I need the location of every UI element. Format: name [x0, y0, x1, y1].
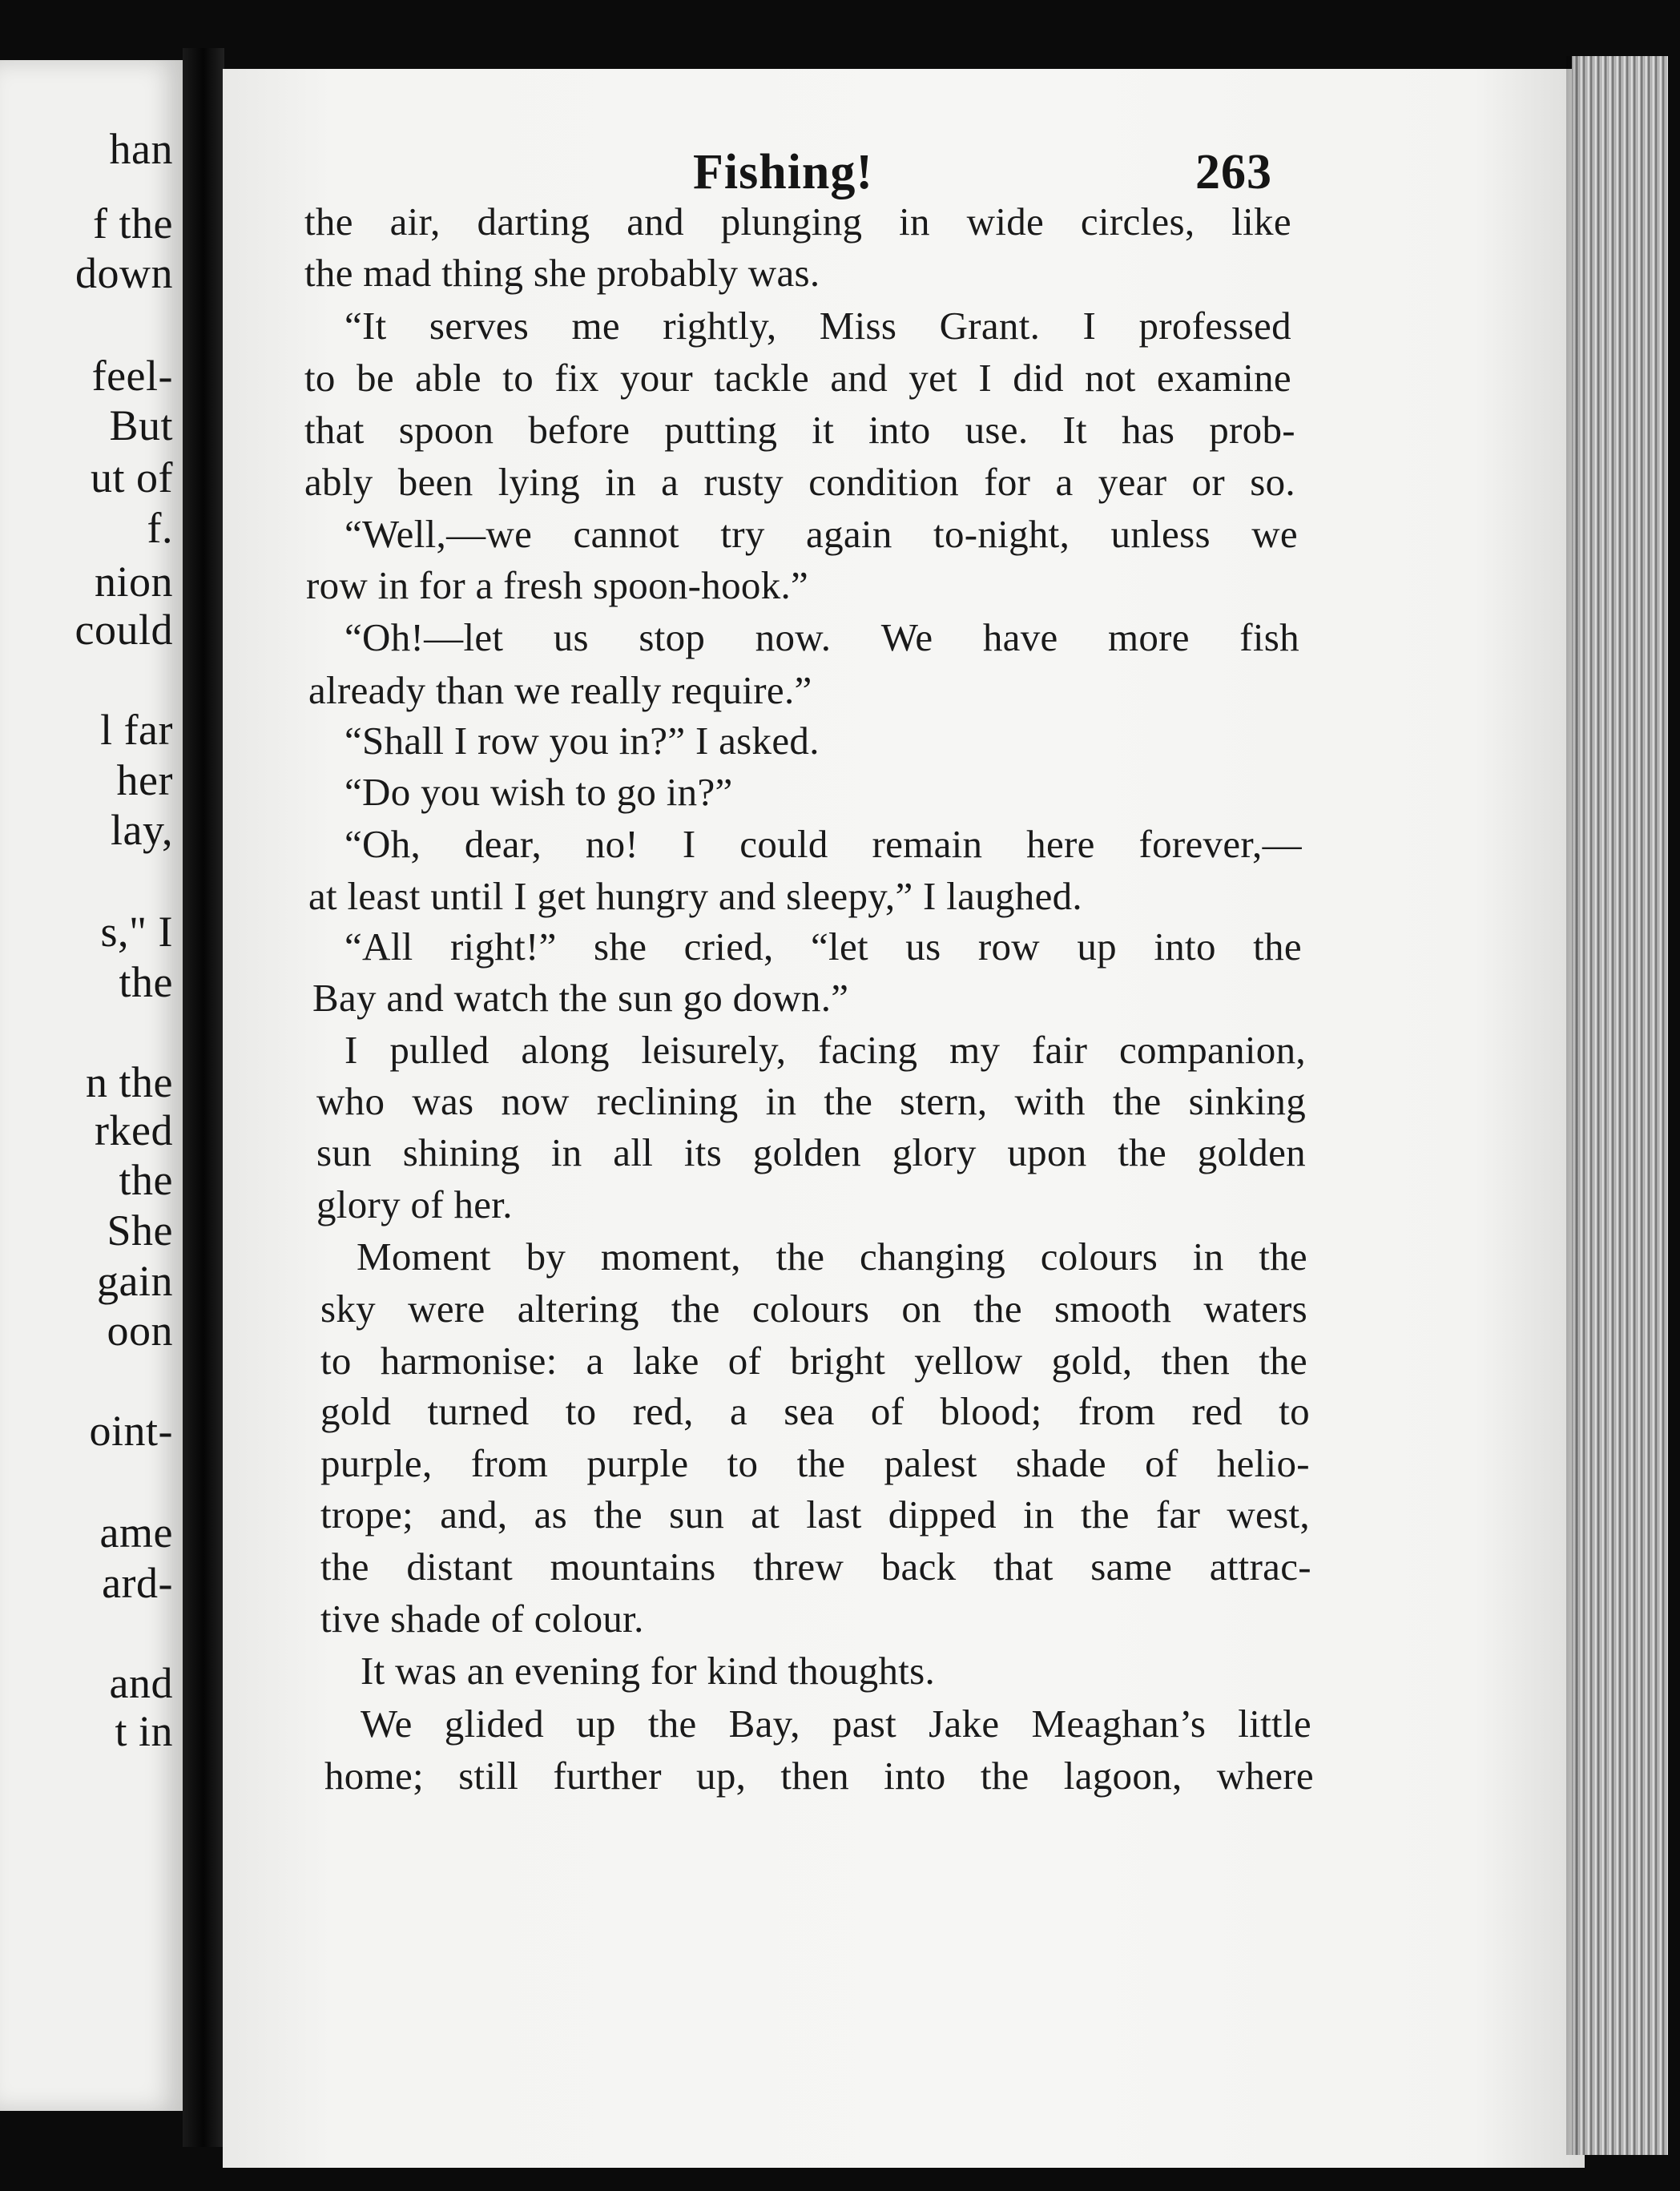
word: where: [1216, 1754, 1314, 1798]
left-page-line: t in: [115, 1707, 173, 1755]
word: fair: [1032, 1028, 1088, 1072]
word: the: [671, 1287, 720, 1331]
word: again: [806, 512, 892, 556]
word: stern,: [900, 1079, 988, 1123]
left-page-line: feel-: [91, 352, 173, 400]
word: no!: [585, 822, 639, 866]
word: was: [412, 1079, 474, 1123]
left-page-line: down: [75, 249, 173, 297]
word: leisurely,: [641, 1028, 787, 1072]
book-gutter: [183, 48, 224, 2147]
word: from: [1078, 1389, 1156, 1433]
word: it: [812, 408, 835, 452]
word: were: [408, 1287, 485, 1331]
word: last: [806, 1492, 862, 1537]
word: I: [344, 1028, 358, 1072]
word: It: [1062, 408, 1087, 452]
word: in: [765, 1079, 797, 1123]
word: in: [605, 460, 636, 504]
text-line: [324, 1753, 1314, 1798]
word: still: [458, 1754, 519, 1798]
word: reclining: [596, 1079, 739, 1123]
word: I: [1082, 304, 1097, 348]
word: cannot: [573, 512, 679, 556]
word: then: [780, 1754, 849, 1798]
word: golden: [752, 1130, 861, 1174]
word: of: [727, 1339, 762, 1383]
left-page-line: s," I: [100, 908, 173, 956]
word: us: [553, 615, 589, 659]
word: distant: [406, 1545, 514, 1589]
word: not: [1085, 356, 1136, 400]
left-page-line: But: [109, 401, 173, 449]
word: use.: [965, 408, 1029, 452]
word: a: [1055, 460, 1074, 504]
word: on: [901, 1287, 941, 1331]
word: “All: [344, 924, 413, 969]
word: golden: [1197, 1130, 1306, 1174]
word: same: [1090, 1545, 1173, 1589]
page-number: 263: [1195, 145, 1272, 199]
word: the: [776, 1234, 825, 1279]
word: up: [1077, 924, 1117, 969]
word: prob-: [1209, 408, 1295, 452]
word: condition: [808, 460, 959, 504]
word: the: [1080, 1492, 1130, 1537]
word: gold,: [1051, 1339, 1133, 1383]
left-page-line: han: [109, 125, 173, 173]
text-line: glory of her.: [316, 1182, 513, 1226]
word: sinking: [1188, 1079, 1306, 1123]
word: altering: [517, 1287, 639, 1331]
word: I: [682, 822, 696, 866]
left-page-line: l far: [100, 706, 173, 754]
word: row: [977, 924, 1040, 969]
left-page-line: her: [116, 756, 173, 804]
word: us: [905, 924, 941, 969]
word: Miss: [819, 304, 897, 348]
text-line: Bay and watch the sun go down.”: [312, 976, 849, 1020]
word: the: [1259, 1234, 1307, 1279]
left-page-line: the: [119, 958, 173, 1006]
text-line: [344, 924, 1302, 969]
word: shining: [402, 1130, 521, 1174]
word: into: [868, 408, 931, 452]
word: facing: [818, 1028, 918, 1072]
word: rightly,: [663, 304, 777, 348]
left-page-line: oon: [107, 1307, 173, 1355]
word: yellow: [914, 1339, 1023, 1383]
word: helio-: [1216, 1441, 1310, 1485]
left-page-line: the: [119, 1156, 173, 1204]
word: trope;: [320, 1492, 414, 1537]
text-line: at least until I get hungry and sleepy,” I laughed.: [308, 874, 1082, 918]
word: the: [1112, 1079, 1162, 1123]
word: in: [1192, 1234, 1224, 1279]
word: tackle: [714, 356, 810, 400]
word: blood;: [940, 1389, 1042, 1433]
word: and: [830, 356, 888, 400]
word: of: [1145, 1441, 1178, 1485]
word: examine: [1156, 356, 1291, 400]
word: purple: [586, 1441, 689, 1485]
word: now: [501, 1079, 570, 1123]
left-page-line: n the: [86, 1058, 173, 1106]
word: sun: [669, 1492, 725, 1537]
word: to: [304, 356, 336, 400]
word: home;: [324, 1754, 424, 1798]
word: purple,: [320, 1441, 433, 1485]
word: serves: [429, 304, 530, 348]
text-line: tive shade of colour.: [320, 1597, 644, 1641]
word: back: [880, 1545, 957, 1589]
word: sky: [320, 1287, 376, 1331]
word: upon: [1007, 1130, 1087, 1174]
word: “Well,—we: [344, 512, 533, 556]
word: your: [619, 356, 693, 400]
word: threw: [753, 1545, 844, 1589]
word: up,: [696, 1754, 747, 1798]
word: to-night,: [933, 512, 1070, 556]
word: right!”: [449, 924, 557, 969]
word: Bay,: [728, 1702, 800, 1746]
word: cried,: [683, 924, 774, 969]
word: colours: [751, 1287, 870, 1331]
word: me: [571, 304, 620, 348]
word: dipped: [888, 1492, 997, 1537]
text-line: [320, 1388, 1310, 1434]
text-line: “Shall I row you in?” I asked.: [344, 719, 820, 763]
word: sun: [316, 1130, 372, 1174]
word: the: [647, 1702, 697, 1746]
word: along: [521, 1028, 610, 1072]
word: the: [304, 199, 353, 244]
word: gold: [320, 1389, 392, 1433]
word: lagoon,: [1063, 1754, 1182, 1798]
word: the: [796, 1441, 846, 1485]
word: mountains: [550, 1545, 716, 1589]
word: little: [1238, 1702, 1311, 1746]
word: shade: [1015, 1441, 1106, 1485]
fore-edge-shadow: [1566, 56, 1582, 2155]
word: here: [1026, 822, 1095, 866]
page-fore-edge: [1572, 56, 1668, 2155]
text-line: “Do you wish to go in?”: [344, 770, 733, 814]
word: or: [1191, 460, 1225, 504]
word: I: [978, 356, 992, 400]
word: and: [626, 199, 684, 244]
word: with: [1014, 1079, 1086, 1123]
word: “let: [810, 924, 868, 969]
word: west,: [1227, 1492, 1310, 1537]
text-line: [316, 1078, 1306, 1124]
word: remain: [872, 822, 983, 866]
left-page-line: and: [109, 1659, 173, 1707]
word: who: [316, 1079, 385, 1123]
word: in: [1023, 1492, 1054, 1537]
word: and,: [440, 1492, 508, 1537]
word: so.: [1250, 460, 1295, 504]
word: stop: [639, 615, 706, 659]
text-line: [304, 355, 1291, 401]
word: plunging: [720, 199, 863, 244]
text-line: [304, 199, 1291, 244]
word: moment,: [600, 1234, 741, 1279]
left-page-line: f.: [147, 504, 173, 552]
running-title: Fishing!: [693, 145, 874, 199]
word: all: [613, 1130, 654, 1174]
word: like: [1231, 199, 1291, 244]
word: harmonise:: [380, 1339, 558, 1383]
word: the: [320, 1545, 369, 1589]
left-page-line: gain: [97, 1257, 173, 1305]
word: darting: [477, 199, 590, 244]
word: air,: [389, 199, 441, 244]
word: waters: [1203, 1287, 1307, 1331]
text-line: It was an evening for kind thoughts.: [361, 1649, 936, 1693]
left-page-line: ame: [99, 1508, 173, 1557]
word: for: [984, 460, 1031, 504]
word: she: [594, 924, 647, 969]
word: palest: [884, 1441, 977, 1485]
word: the: [594, 1492, 643, 1537]
word: the: [1259, 1339, 1307, 1383]
left-page-line: rked: [95, 1106, 173, 1154]
word: to: [502, 356, 534, 400]
word: smooth: [1054, 1287, 1172, 1331]
word: we: [1251, 512, 1298, 556]
text-line: [304, 459, 1295, 505]
word: far: [1155, 1492, 1201, 1537]
word: putting: [664, 408, 778, 452]
word: companion,: [1118, 1028, 1306, 1072]
word: more: [1107, 615, 1190, 659]
word: red,: [632, 1389, 694, 1433]
word: at: [751, 1492, 780, 1537]
text-line: [304, 407, 1295, 453]
word: now.: [755, 615, 832, 659]
word: past: [832, 1702, 897, 1746]
word: forever,—: [1138, 822, 1302, 866]
word: be: [357, 356, 394, 400]
word: could: [739, 822, 828, 866]
text-line: [344, 1027, 1306, 1073]
word: turned: [427, 1389, 530, 1433]
word: lying: [498, 460, 580, 504]
word: of: [870, 1389, 904, 1433]
word: the: [973, 1287, 1022, 1331]
word: attrac-: [1209, 1545, 1311, 1589]
text-line: [320, 1338, 1307, 1383]
left-page-line: lay,: [111, 806, 173, 854]
word: the: [824, 1079, 873, 1123]
left-facing-page: [0, 60, 183, 2111]
word: Jake: [929, 1702, 1000, 1746]
word: that: [993, 1545, 1054, 1589]
word: by: [526, 1234, 566, 1279]
word: yet: [908, 356, 958, 400]
word: year: [1098, 460, 1167, 504]
word: rusty: [703, 460, 784, 504]
word: “Oh,: [344, 822, 421, 866]
text-line: [316, 1130, 1306, 1175]
word: the: [1118, 1130, 1167, 1174]
word: its: [683, 1130, 723, 1174]
word: then: [1161, 1339, 1231, 1383]
word: into: [1154, 924, 1216, 969]
word: “Oh!—let: [344, 615, 504, 659]
word: that: [304, 408, 365, 452]
word: changing: [860, 1234, 1006, 1279]
word: fish: [1239, 615, 1299, 659]
word: Moment: [357, 1234, 491, 1279]
word: circles,: [1080, 199, 1195, 244]
word: my: [949, 1028, 1001, 1072]
word: a: [586, 1339, 604, 1383]
left-page-line: could: [75, 606, 173, 654]
word: have: [982, 615, 1058, 659]
word: a: [661, 460, 679, 504]
text-line: [357, 1234, 1307, 1279]
text-line: [344, 303, 1291, 348]
word: red: [1191, 1389, 1243, 1433]
word: Grant.: [939, 304, 1041, 348]
word: sea: [784, 1389, 835, 1433]
word: the: [1253, 924, 1302, 969]
word: before: [528, 408, 631, 452]
word: try: [720, 512, 765, 556]
word: Meaghan’s: [1031, 1702, 1207, 1746]
left-page-line: ut of: [91, 453, 173, 501]
word: to: [320, 1339, 352, 1383]
word: unless: [1110, 512, 1211, 556]
word: ably: [304, 460, 373, 504]
word: did: [1013, 356, 1064, 400]
word: dear,: [464, 822, 542, 866]
word: “It: [344, 304, 387, 348]
text-line: [320, 1492, 1310, 1537]
word: further: [553, 1754, 662, 1798]
text-line: [361, 1701, 1311, 1746]
word: glory: [892, 1130, 977, 1174]
word: colours: [1040, 1234, 1158, 1279]
word: able: [415, 356, 481, 400]
left-page-line: oint-: [89, 1407, 173, 1455]
word: in: [899, 199, 930, 244]
word: pulled: [389, 1028, 489, 1072]
word: bright: [790, 1339, 886, 1383]
word: a: [729, 1389, 747, 1433]
left-page-line: nion: [94, 558, 173, 606]
word: into: [884, 1754, 946, 1798]
text-line: [320, 1440, 1310, 1486]
word: has: [1121, 408, 1175, 452]
word: wide: [966, 199, 1045, 244]
left-page-line: f the: [93, 199, 173, 248]
text-line: the mad thing she probably was.: [304, 251, 820, 295]
word: as: [534, 1492, 568, 1537]
text-line: [320, 1286, 1307, 1331]
word: spoon: [398, 408, 494, 452]
word: glided: [444, 1702, 545, 1746]
word: up: [576, 1702, 616, 1746]
text-line: [344, 511, 1298, 557]
word: to: [565, 1389, 597, 1433]
left-page-line: ard-: [102, 1559, 173, 1607]
word: lake: [632, 1339, 699, 1383]
text-line: [344, 821, 1302, 867]
word: professed: [1138, 304, 1291, 348]
word: from: [470, 1441, 549, 1485]
word: in: [550, 1130, 582, 1174]
word: to: [727, 1441, 759, 1485]
text-line: already than we really require.”: [308, 668, 812, 712]
word: fix: [554, 356, 599, 400]
word: the: [980, 1754, 1029, 1798]
word: been: [397, 460, 473, 504]
left-page-line: She: [107, 1206, 173, 1255]
text-line: [344, 614, 1299, 660]
word: We: [880, 615, 933, 659]
text-line: row in for a fresh spoon-hook.”: [306, 563, 809, 607]
word: to: [1279, 1389, 1310, 1433]
word: We: [361, 1702, 413, 1746]
text-line: [320, 1544, 1311, 1589]
